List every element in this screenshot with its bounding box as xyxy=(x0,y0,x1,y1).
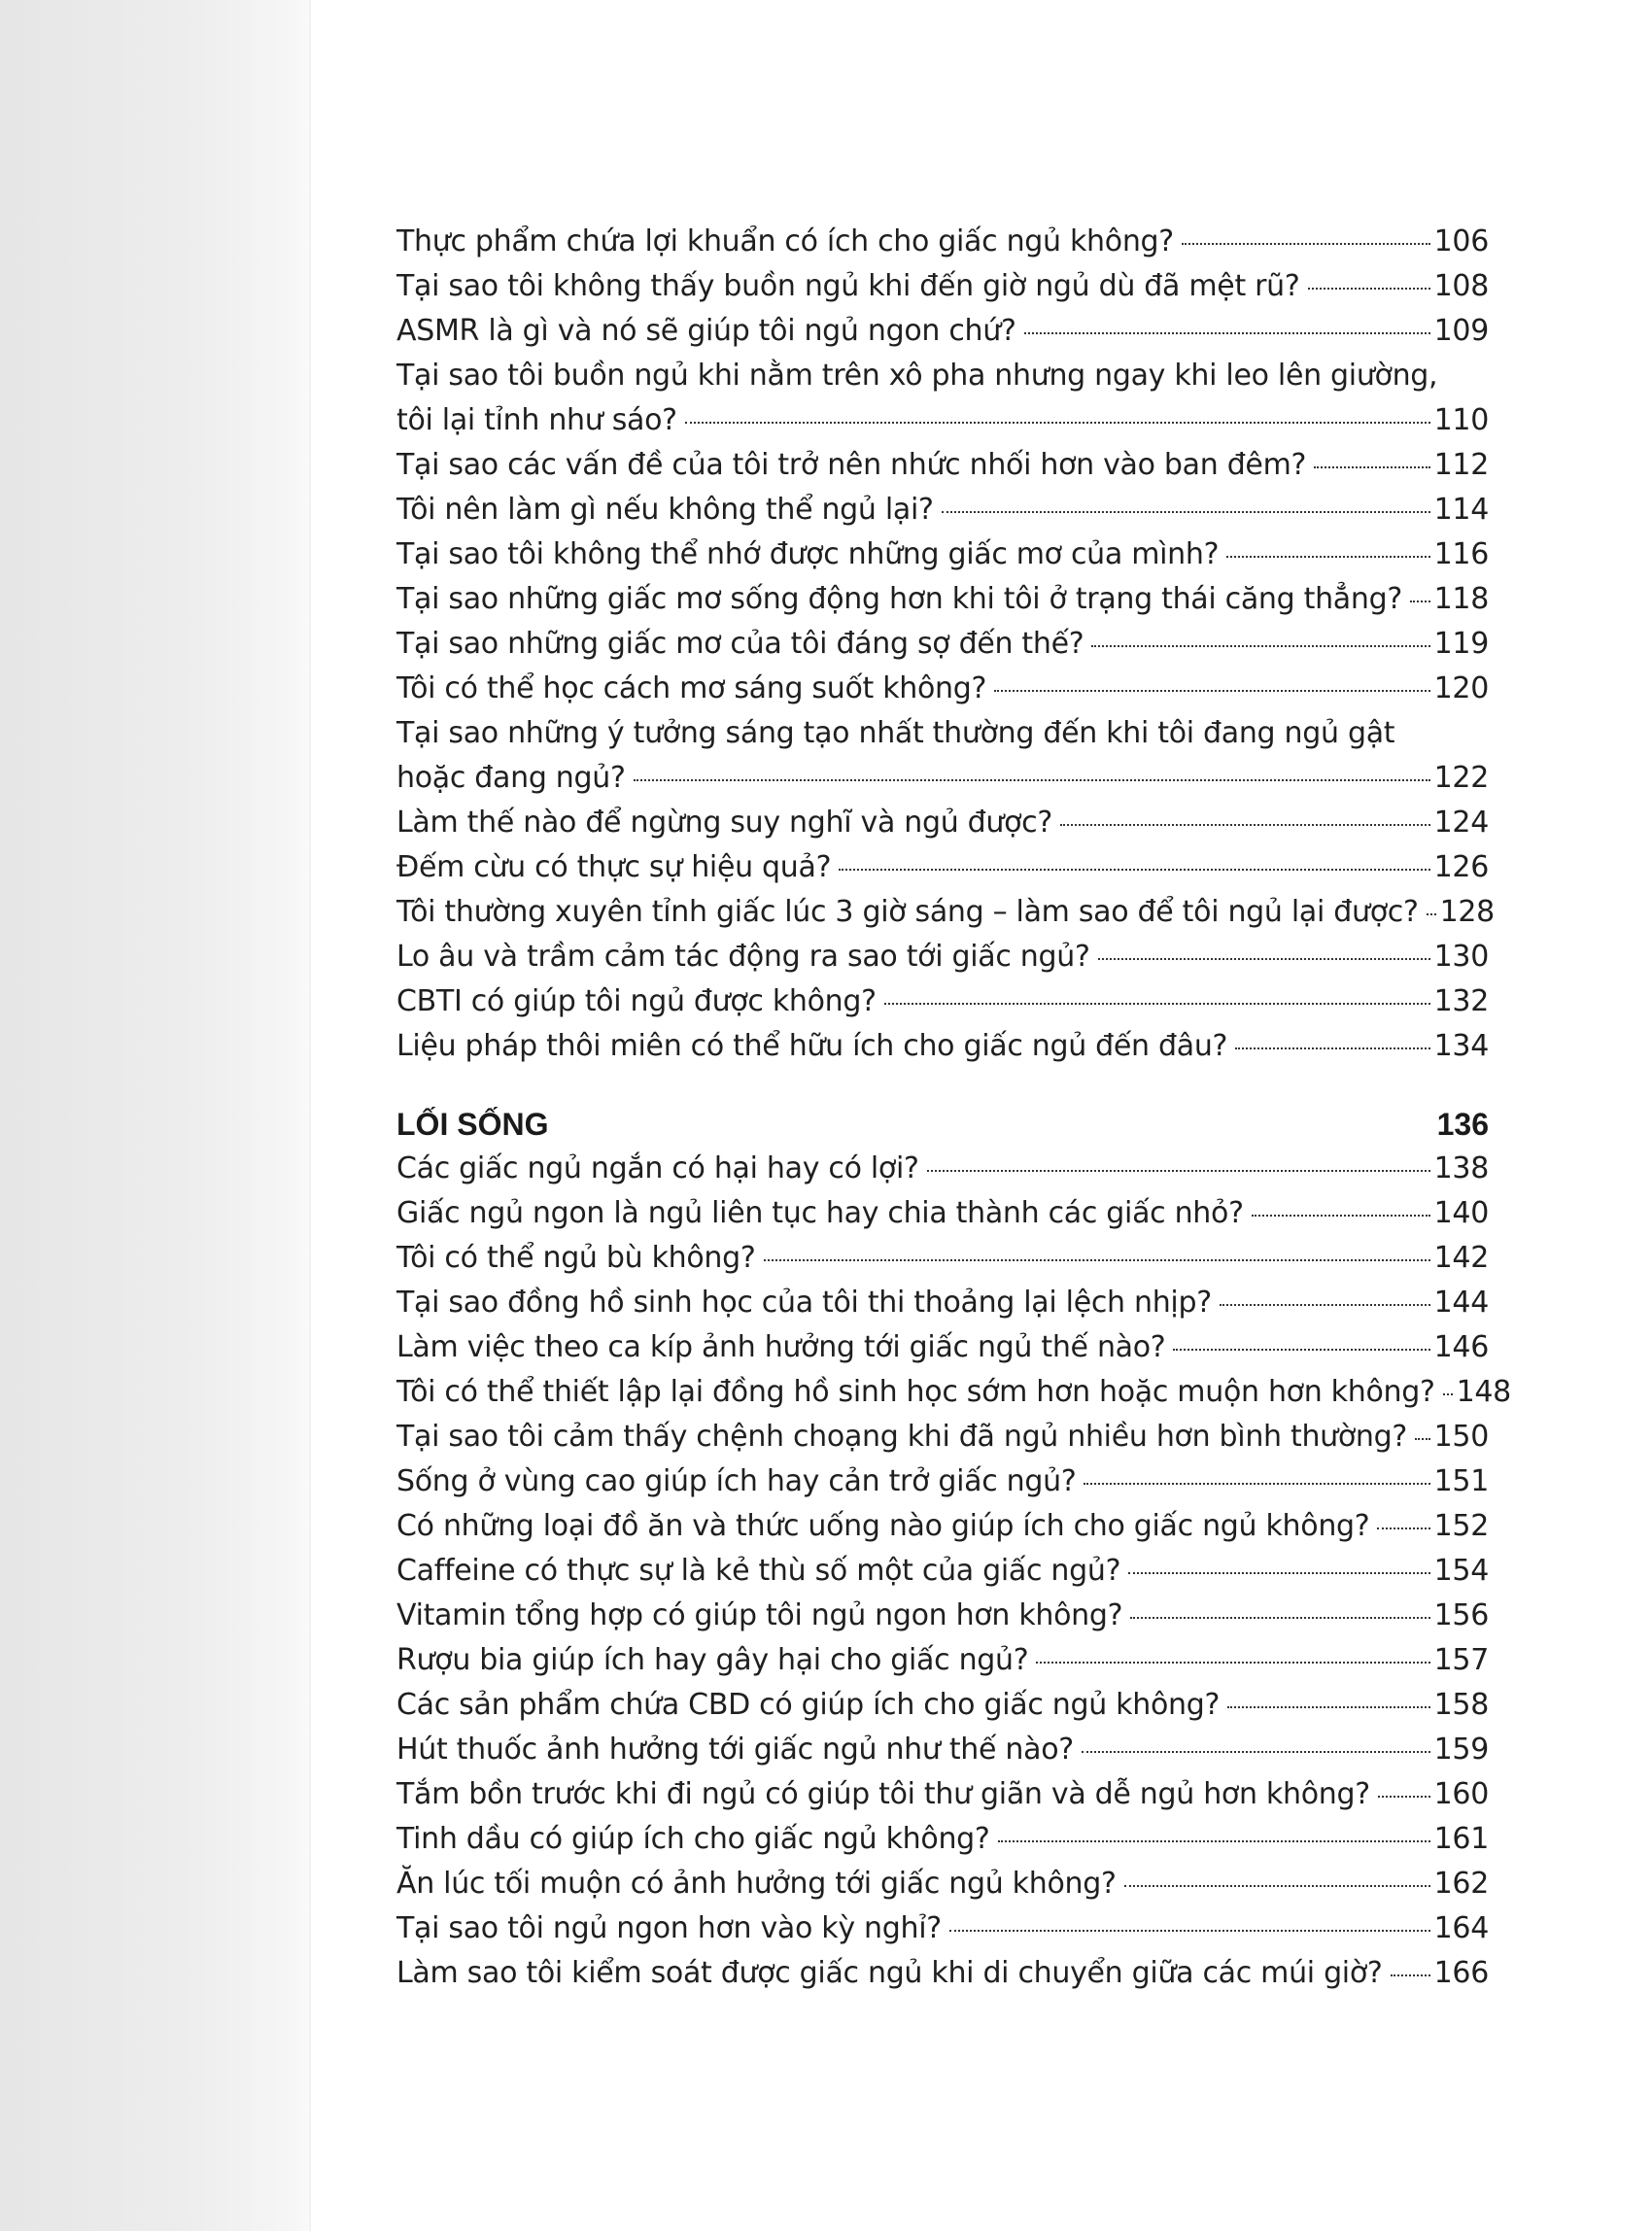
toc-entry-page: 157 xyxy=(1433,1643,1489,1677)
toc-entry[interactable] xyxy=(396,1862,1489,1906)
section-title: LỐI SỐNG xyxy=(396,1107,549,1142)
toc-entry-page: 162 xyxy=(1433,1867,1489,1901)
dot-leader xyxy=(1084,1483,1429,1485)
toc-entry-row xyxy=(396,1906,1489,1951)
toc-entry[interactable] xyxy=(396,1772,1489,1817)
toc-entry[interactable] xyxy=(396,711,1489,801)
dot-leader xyxy=(634,779,1430,781)
toc-entry-page: 140 xyxy=(1433,1196,1489,1230)
toc-entry-page: 112 xyxy=(1433,448,1489,482)
dot-leader xyxy=(1378,1796,1430,1798)
dot-leader xyxy=(1220,1304,1430,1306)
toc-entry-title: Liệu pháp thôi miên có thể hữu ích cho giấc ngủ đến đâu? xyxy=(396,1029,1228,1063)
toc-entry-page: 164 xyxy=(1433,1911,1489,1945)
toc-entry-page: 152 xyxy=(1433,1509,1489,1543)
toc-entry-page: 166 xyxy=(1433,1956,1489,1990)
dot-leader xyxy=(1410,601,1430,602)
toc-entry[interactable] xyxy=(396,264,1489,309)
toc-entry-page: 142 xyxy=(1433,1241,1489,1275)
section-heading xyxy=(396,1102,1489,1147)
toc-entry-row xyxy=(396,1728,1489,1772)
toc-entry[interactable] xyxy=(396,1236,1489,1281)
toc-entry[interactable] xyxy=(396,488,1489,532)
toc-entry-title: Tại sao tôi không thấy buồn ngủ khi đến giờ ngủ dù đã mệt rũ? xyxy=(396,269,1300,303)
toc-entry-page: 109 xyxy=(1433,314,1489,348)
dot-leader xyxy=(1124,1885,1430,1887)
toc-entry-page: 126 xyxy=(1433,850,1489,884)
toc-entry-page: 106 xyxy=(1433,224,1489,258)
toc-entry[interactable] xyxy=(396,935,1489,979)
toc-entry-title: Tôi có thể ngủ bù không? xyxy=(396,1241,756,1275)
toc-entry[interactable] xyxy=(396,532,1489,577)
toc-entry[interactable] xyxy=(396,1024,1489,1069)
dot-leader xyxy=(1415,1438,1430,1440)
toc-entry-title: Tại sao các vấn đề của tôi trở nên nhức nhối hơn vào ban đêm? xyxy=(396,448,1307,482)
dot-leader xyxy=(998,1840,1430,1842)
dot-leader xyxy=(839,869,1429,871)
toc-entry-title: Giấc ngủ ngon là ngủ liên tục hay chia thành các giấc nhỏ? xyxy=(396,1196,1244,1230)
toc-entry-page: 122 xyxy=(1433,761,1489,795)
toc-entry[interactable] xyxy=(396,845,1489,890)
toc-entry-title: Có những loại đồ ăn và thức uống nào giúp ích cho giấc ngủ không? xyxy=(396,1509,1370,1543)
toc-entry-row xyxy=(396,1594,1489,1638)
toc-entry-row xyxy=(396,1236,1489,1281)
toc-entry-title-line: Tại sao tôi buồn ngủ khi nằm trên xô pha nhưng ngay khi leo lên giường, xyxy=(396,359,1438,393)
section-page: 136 xyxy=(1436,1107,1489,1142)
dot-leader xyxy=(1128,1572,1429,1574)
dot-leader xyxy=(1130,1617,1429,1619)
toc-entry-row xyxy=(396,1459,1489,1504)
dot-leader xyxy=(1235,1047,1429,1049)
toc-entry-title: tôi lại tỉnh như sáo? xyxy=(396,403,677,437)
toc-entry[interactable] xyxy=(396,1728,1489,1772)
toc-entry[interactable] xyxy=(396,622,1489,667)
toc-entry-row xyxy=(396,1772,1489,1817)
dot-leader xyxy=(942,511,1430,513)
toc-entry-title: Tôi có thể thiết lập lại đồng hồ sinh học sớm hơn hoặc muộn hơn không? xyxy=(396,1375,1435,1409)
dot-leader xyxy=(764,1259,1430,1261)
toc-entry-row xyxy=(396,577,1489,622)
dot-leader xyxy=(1443,1393,1453,1395)
dot-leader xyxy=(1226,556,1429,558)
toc-entry-page: 151 xyxy=(1433,1464,1489,1498)
dot-leader xyxy=(1427,913,1436,915)
toc-entry[interactable] xyxy=(396,1683,1489,1728)
toc-entry[interactable] xyxy=(396,979,1489,1024)
toc-entry-page: 130 xyxy=(1433,940,1489,974)
toc-entry-page: 108 xyxy=(1433,269,1489,303)
toc-entry[interactable] xyxy=(396,1951,1489,1996)
toc-entry-title: Các giấc ngủ ngắn có hại hay có lợi? xyxy=(396,1151,919,1185)
toc-entry-title: Thực phẩm chứa lợi khuẩn có ích cho giấc ngủ không? xyxy=(396,224,1174,258)
toc-part-2 xyxy=(396,1147,1511,1996)
dot-leader xyxy=(994,690,1429,692)
toc-entry-page: 160 xyxy=(1433,1777,1489,1811)
toc-entry-title: Tại sao tôi ngủ ngon hơn vào kỳ nghỉ? xyxy=(396,1911,942,1945)
toc-entry-page: 158 xyxy=(1433,1688,1489,1722)
toc-entry[interactable] xyxy=(396,1147,1489,1191)
toc-entry-title: CBTI có giúp tôi ngủ được không? xyxy=(396,984,877,1018)
toc-entry[interactable] xyxy=(396,577,1489,622)
toc-entry-title: ASMR là gì và nó sẽ giúp tôi ngủ ngon chứ? xyxy=(396,314,1016,348)
dot-leader xyxy=(1036,1662,1429,1664)
toc-entry-page: 148 xyxy=(1456,1375,1511,1409)
toc-entry-page: 120 xyxy=(1433,671,1489,705)
toc-entry-title: Tôi nên làm gì nếu không thể ngủ lại? xyxy=(396,493,934,527)
dot-leader xyxy=(927,1170,1430,1172)
toc-entry[interactable] xyxy=(396,1504,1489,1549)
toc-entry-title: Ăn lúc tối muộn có ảnh hưởng tới giấc ngủ không? xyxy=(396,1867,1117,1901)
toc-entry-title: Tắm bồn trước khi đi ngủ có giúp tôi thư giãn và dễ ngủ hơn không? xyxy=(396,1777,1370,1811)
toc-entry[interactable] xyxy=(396,309,1489,354)
dot-leader xyxy=(1024,332,1430,334)
toc-entry-row xyxy=(396,1147,1489,1191)
toc-entry-page: 161 xyxy=(1433,1822,1489,1856)
toc-entry-title: Làm sao tôi kiểm soát được giấc ngủ khi di chuyển giữa các múi giờ? xyxy=(396,1956,1383,1990)
dot-leader xyxy=(685,422,1430,424)
toc-entry-row xyxy=(396,1504,1489,1549)
toc-entry-title: Lo âu và trầm cảm tác động ra sao tới giấc ngủ? xyxy=(396,940,1090,974)
toc-entry-row xyxy=(396,935,1489,979)
toc-entry-title: Tại sao tôi cảm thấy chệnh choạng khi đã ngủ nhiều hơn bình thường? xyxy=(396,1420,1408,1454)
toc-entry-page: 146 xyxy=(1433,1330,1489,1364)
toc-part-1 xyxy=(396,220,1495,1069)
toc-entry[interactable] xyxy=(396,1415,1489,1459)
toc-entry-row xyxy=(396,1549,1489,1594)
toc-entry-row xyxy=(396,1325,1489,1370)
toc-entry-page: 114 xyxy=(1433,493,1489,527)
toc-entry-title: Tinh dầu có giúp ích cho giấc ngủ không? xyxy=(396,1822,990,1856)
toc-entry-row xyxy=(396,979,1489,1024)
toc-entry[interactable] xyxy=(396,1906,1489,1951)
toc-entry[interactable] xyxy=(396,1638,1489,1683)
book-binding-shadow xyxy=(0,0,309,2231)
dot-leader xyxy=(1377,1527,1429,1529)
toc-entry-page: 119 xyxy=(1433,627,1489,661)
dot-leader xyxy=(1082,1751,1430,1753)
toc-entry-row xyxy=(396,667,1489,711)
toc-entry-page: 124 xyxy=(1433,806,1489,840)
dot-leader xyxy=(1227,1706,1430,1708)
toc-entry-row xyxy=(396,1683,1489,1728)
toc-entry[interactable] xyxy=(396,220,1489,264)
dot-leader xyxy=(1252,1215,1430,1217)
toc-entry-title: Tôi thường xuyên tỉnh giấc lúc 3 giờ sáng – làm sao để tôi ngủ lại được? xyxy=(396,895,1419,929)
toc-entry-page: 110 xyxy=(1433,403,1489,437)
dot-leader xyxy=(1308,288,1430,290)
toc-entry[interactable] xyxy=(396,1594,1489,1638)
dot-leader xyxy=(1314,466,1429,468)
dot-leader xyxy=(949,1930,1430,1932)
toc-entry[interactable] xyxy=(396,1281,1489,1325)
toc-entry-title: Làm việc theo ca kíp ảnh hưởng tới giấc ngủ thế nào? xyxy=(396,1330,1166,1364)
toc-entry-row xyxy=(396,622,1489,667)
toc-entry-title: Tại sao tôi không thể nhớ được những giấc mơ của mình? xyxy=(396,537,1220,571)
toc-entry-row xyxy=(396,532,1489,577)
toc-entry-title: Rượu bia giúp ích hay gây hại cho giấc ngủ? xyxy=(396,1643,1029,1677)
toc-entry-title: Sống ở vùng cao giúp ích hay cản trở giấc ngủ? xyxy=(396,1464,1077,1498)
toc-entry[interactable] xyxy=(396,1817,1489,1862)
toc-entry-page: 154 xyxy=(1433,1554,1489,1588)
toc-entry-page: 132 xyxy=(1433,984,1489,1018)
toc-entry-title: Tại sao những giấc mơ của tôi đáng sợ đến thế? xyxy=(396,627,1084,661)
toc-entry-row xyxy=(396,1281,1489,1325)
toc-entry-title-line: Tại sao những ý tưởng sáng tạo nhất thường đến khi tôi đang ngủ gật xyxy=(396,716,1395,750)
toc-entry-row xyxy=(396,1415,1489,1459)
toc-entry-row xyxy=(396,1024,1489,1069)
toc-entry-title: Tại sao đồng hồ sinh học của tôi thi thoảng lại lệch nhịp? xyxy=(396,1286,1212,1320)
toc-entry-page: 159 xyxy=(1433,1733,1489,1767)
toc-entry-row xyxy=(396,220,1489,264)
toc-entry-row xyxy=(396,890,1495,935)
toc-entry[interactable] xyxy=(396,1370,1511,1415)
toc-entry-title: Tại sao những giấc mơ sống động hơn khi tôi ở trạng thái căng thẳng? xyxy=(396,582,1402,616)
toc-entry-page: 150 xyxy=(1433,1420,1489,1454)
toc-entry-row xyxy=(396,1191,1489,1236)
toc-entry[interactable] xyxy=(396,667,1489,711)
toc-entry[interactable] xyxy=(396,1459,1489,1504)
toc-entry-page: 144 xyxy=(1433,1286,1489,1320)
toc-entry-title: Hút thuốc ảnh hưởng tới giấc ngủ như thế nào? xyxy=(396,1733,1074,1767)
toc-entry-title: Các sản phẩm chứa CBD có giúp ích cho giấc ngủ không? xyxy=(396,1688,1221,1722)
toc-entry[interactable] xyxy=(396,354,1489,443)
toc-entry-row xyxy=(396,488,1489,532)
toc-entry[interactable] xyxy=(396,1325,1489,1370)
toc-entry-title: Vitamin tổng hợp có giúp tôi ngủ ngon hơn không? xyxy=(396,1598,1123,1632)
toc-entry-row xyxy=(396,1370,1511,1415)
toc-entry-row xyxy=(396,1951,1489,1996)
toc-entry-page: 156 xyxy=(1433,1598,1489,1632)
dot-leader xyxy=(1182,243,1430,245)
toc-entry-row xyxy=(396,1862,1489,1906)
toc-entry-page: 138 xyxy=(1433,1151,1489,1185)
toc-entry-page: 128 xyxy=(1439,895,1495,929)
dot-leader xyxy=(1173,1349,1429,1351)
table-of-contents xyxy=(396,220,1511,1996)
toc-entry-title: Làm thế nào để ngừng suy nghĩ và ngủ được? xyxy=(396,806,1052,840)
toc-entry-page: 118 xyxy=(1433,582,1489,616)
toc-entry-title: Tôi có thể học cách mơ sáng suốt không? xyxy=(396,671,987,705)
toc-entry[interactable] xyxy=(396,443,1489,488)
toc-entry-row xyxy=(396,756,1489,801)
dot-leader xyxy=(1098,958,1430,960)
dot-leader xyxy=(1060,824,1430,826)
toc-entry-row xyxy=(396,443,1489,488)
toc-entry[interactable] xyxy=(396,890,1495,935)
toc-entry[interactable] xyxy=(396,801,1489,845)
toc-entry-row xyxy=(396,398,1489,443)
toc-entry-row xyxy=(396,845,1489,890)
dot-leader xyxy=(884,1003,1430,1005)
toc-entry-row xyxy=(396,1638,1489,1683)
toc-entry-title: Caffeine có thực sự là kẻ thù số một của giấc ngủ? xyxy=(396,1554,1121,1588)
toc-entry[interactable] xyxy=(396,1191,1489,1236)
toc-entry[interactable] xyxy=(396,1549,1489,1594)
toc-entry-row xyxy=(396,309,1489,354)
toc-entry-title: Đếm cừu có thực sự hiệu quả? xyxy=(396,850,832,884)
toc-entry-row xyxy=(396,264,1489,309)
toc-entry-page: 116 xyxy=(1433,537,1489,571)
toc-entry-row xyxy=(396,1817,1489,1862)
dot-leader xyxy=(1091,645,1429,647)
toc-entry-title: hoặc đang ngủ? xyxy=(396,761,626,795)
toc-entry-row xyxy=(396,801,1489,845)
page-edge xyxy=(309,0,311,2231)
dot-leader xyxy=(1391,1974,1430,1976)
toc-entry-page: 134 xyxy=(1433,1029,1489,1063)
